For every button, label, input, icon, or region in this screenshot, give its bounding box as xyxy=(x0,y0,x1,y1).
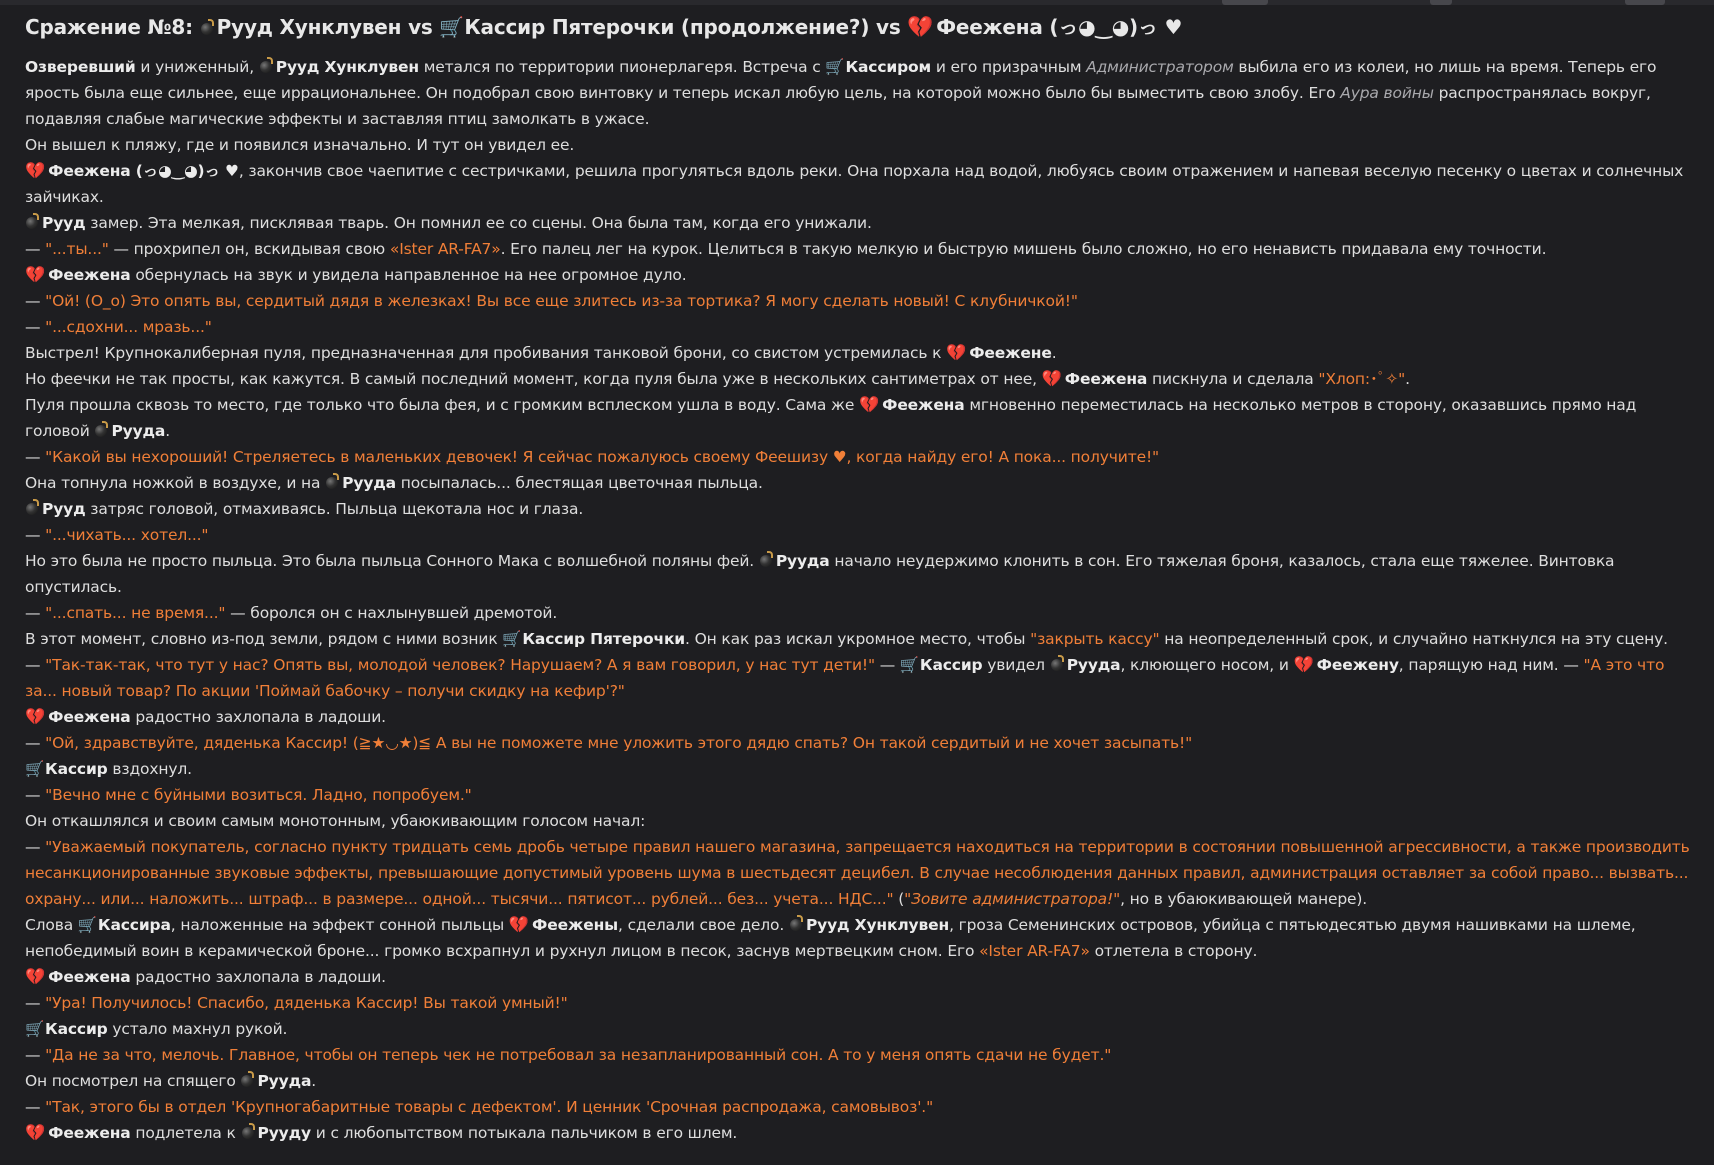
character-name: Кассир xyxy=(919,656,983,674)
dialogue-line: — "Так-так-так, что тут у нас? Опять вы, молодой человек? Нарушаем? А я вам говорил, у нас тут дети!" — 🛒Кассир увидел Рууда, клюющего носом, и 💔 Феежену, парящую над ним. — "А это что за... новый товар? По акции 'Поймай бабочку – получи скидку на кефир'?" xyxy=(25,652,1697,704)
toolbar-tab[interactable] xyxy=(1625,0,1665,5)
broken-heart-icon: 💔 xyxy=(25,1123,46,1142)
character-name: Феежены xyxy=(532,916,619,934)
quote: "А это что за... новый товар? По акции 'Поймай бабочку – получи скидку на кефир'?" xyxy=(25,656,1665,700)
paragraph: Слова 🛒Кассира, наложенные на эффект сонной пыльцы 💔 Феежены, сделали свое дело. Рууд Хунклувен, гроза Семенинских островов, убийца с пятьюдесятью двумя нашивками на шлеме, непобедимый воин в керамической броне... громко всхрапнул и рухнул лицом в песок, заснув мертвецким сном. Его «Ister AR-FA7» отлетела в сторону. xyxy=(25,912,1697,964)
character-name: Рууд xyxy=(42,214,86,232)
paragraph: 💔 Феежена (っ◕‿◕)っ ♥, закончив свое чаепитие с сестричками, решила прогуляться вдоль реки. Она порхала над водой, любуясь своим отражением и напевая веселую песенку о цветах и солнечных зайчиках. xyxy=(25,161,1684,206)
bomb-icon xyxy=(26,503,38,515)
character-name: Феежена xyxy=(48,1124,131,1142)
character-name: Кассир xyxy=(45,760,108,778)
paragraph: 🛒Кассир вздохнул. xyxy=(25,756,1697,782)
dialogue-line: — "Так, этого бы в отдел 'Крупногабаритные товары с дефектом'. И ценник 'Срочная распродажа, самовывоз'." xyxy=(25,1098,934,1116)
toolbar-tab[interactable] xyxy=(1430,0,1452,5)
character-name: Рууда xyxy=(111,422,166,440)
dialogue-line: — "Ура! Получилось! Спасибо, дяденька Кассир! Вы такой умный!" xyxy=(25,994,568,1012)
character-name: Феежене xyxy=(969,344,1052,362)
quote: "...ты..." xyxy=(45,240,109,258)
paragraph: Он посмотрел на спящего Рууда. xyxy=(25,1072,317,1090)
dialogue-line: — "Вечно мне с буйными возиться. Ладно, попробуем." xyxy=(25,786,472,804)
character-name: Феежена xyxy=(1064,370,1148,388)
character-name: Феежена xyxy=(48,708,131,726)
paragraph: Она топнула ножкой в воздухе, и на Рууда посыпалась... блестящая цветочная пыльца. xyxy=(25,474,763,492)
paragraph: Рууд затряс головой, отмахиваясь. Пыльца щекотала нос и глаза. xyxy=(25,496,1697,522)
paragraph: 🛒Кассир устало махнул рукой. xyxy=(25,1016,1697,1042)
broken-heart-icon: 💔 xyxy=(1293,655,1314,674)
broken-heart-icon: 💔 xyxy=(907,15,934,39)
top-toolbar-strip xyxy=(0,0,1714,5)
quote: "...спать... не время..." xyxy=(45,604,226,622)
character-name: Феежена (っ◕‿◕)っ ♥ xyxy=(48,162,239,180)
shopping-cart-icon: 🛒 xyxy=(825,58,845,76)
paragraph: 💔 Феежена подлетела к Рууду и с любопытством потыкала пальчиком в его шлем. xyxy=(25,1123,738,1142)
quote: "закрыть кассу" xyxy=(1030,630,1160,648)
quote: "Хлоп:･ﾟ✧" xyxy=(1318,370,1406,388)
broken-heart-icon: 💔 xyxy=(25,707,46,726)
character-name: Рууду xyxy=(257,1124,311,1142)
weapon-name: «Ister AR-FA7» xyxy=(979,942,1090,960)
quote: "Ой, здравствуйте, дяденька Кассир! (≧★◡★)≦ А вы не поможете мне уложить этого дядю спать? Он такой сердитый и не хочет засыпать!" xyxy=(45,734,1193,752)
character-name: Рууда xyxy=(1066,656,1121,674)
character-name: Феежена xyxy=(48,266,131,284)
quote: "...чихать... хотел..." xyxy=(45,526,209,544)
broken-heart-icon: 💔 xyxy=(25,161,46,180)
versus-label: vs xyxy=(408,15,433,39)
versus-label: vs xyxy=(876,15,901,39)
dialogue-line: — "Уважаемый покупатель, согласно пункту тридцать семь дробь четыре правил нашего магазина, запрещается находиться на территории в состоянии повышенной агрессивности, а также производить несанкционированные звуковые эффекты, превышающие допустимый уровень шума в шестьдесят децибел. В случае несоблюдения данных правил, администрация оставляет за собой право... вызвать... охрану... или... наложить... штраф... в размере... одной... тысячи... пятисот... рублей... без... учета... НДС..." ("Зовите администратора!", но в убаюкивающей манере). xyxy=(25,838,1690,908)
story-text xyxy=(25,54,1697,1146)
paragraph: В этот момент, словно из-под земли, рядом с ними возник 🛒Кассир Пятерочки. Он как раз искал укромное место, чтобы "закрыть кассу" на неопределенный срок, и случайно наткнулся на эту сцену. xyxy=(25,626,1697,652)
character-name: Рууда xyxy=(257,1072,312,1090)
toolbar-tab[interactable] xyxy=(1222,0,1268,5)
italic-term: Администратором xyxy=(1086,58,1234,76)
bomb-icon xyxy=(260,61,272,73)
bomb-icon xyxy=(241,1075,253,1087)
character-name: Феежена xyxy=(48,968,131,986)
paragraph: Пуля прошла сквозь то место, где только что была фея, и с громким всплеском ушла в воду. Сама же 💔 Феежена мгновенно переместилась на несколько метров в сторону, оказавшись прямо над головой Рууда. xyxy=(25,395,1637,440)
broken-heart-icon: 💔 xyxy=(25,967,46,986)
broken-heart-icon: 💔 xyxy=(946,343,967,362)
bomb-icon xyxy=(790,919,802,931)
paragraph: Выстрел! Крупнокалиберная пуля, предназначенная для пробивания танковой брони, со свистом устремилась к 💔 Феежене. xyxy=(25,343,1057,362)
shopping-cart-icon: 🛒 xyxy=(439,15,465,39)
message-content xyxy=(25,12,1697,1146)
quote: "Ой! (O_o) Это опять вы, сердитый дядя в железках! Вы все еще злитесь из-за тортика? Я могу сделать новый! С клубничкой!" xyxy=(45,292,1078,310)
bomb-icon xyxy=(201,23,213,35)
paragraph: Он откашлялся и своим самым монотонным, убаюкивающим голосом начал: xyxy=(25,812,646,830)
dialogue-line: — "Какой вы нехороший! Стреляетесь в маленьких девочек! Я сейчас пожалуюсь своему Феешизу ♥, когда найду его! А пока... получите!" xyxy=(25,448,1160,466)
character-name: Рууда xyxy=(775,552,830,570)
shopping-cart-icon: 🛒 xyxy=(25,760,45,778)
bomb-icon xyxy=(26,217,38,229)
paragraph: Но феечки не так просты, как кажутся. В самый последний момент, когда пуля была уже в нескольких сантиметрах от нее, 💔 Феежена пискнула и сделала "Хлоп:･ﾟ✧". xyxy=(25,369,1410,388)
character-name: Кассир xyxy=(45,1020,108,1038)
bomb-icon xyxy=(242,1127,254,1139)
quote: "Зовите администратора!" xyxy=(904,890,1121,908)
character-name: Рууда xyxy=(342,474,396,492)
quote: "Какой вы нехороший! Стреляетесь в маленьких девочек! Я сейчас пожалуюсь своему Феешизу ♥, когда найду его! А пока... получите!" xyxy=(45,448,1160,466)
broken-heart-icon: 💔 xyxy=(25,265,46,284)
broken-heart-icon: 💔 xyxy=(508,915,530,934)
dialogue-line: — "...спать... не время..." — боролся он с нахлынувшей дремотой. xyxy=(25,604,558,622)
paragraph: Рууд замер. Эта мелкая, писклявая тварь. Он помнил ее со сцены. Она была там, когда его унижали. xyxy=(25,210,1697,236)
character-name: Феежену xyxy=(1316,656,1399,674)
bomb-icon xyxy=(326,477,338,489)
character-name: Рууд xyxy=(42,500,86,518)
bomb-icon xyxy=(760,555,772,567)
dialogue-line: — "Да не за что, мелочь. Главное, чтобы он теперь чек не потребовал за незапланированный сон. А то у меня опять сдачи не будет." xyxy=(25,1046,1112,1064)
bomb-icon xyxy=(95,425,107,437)
fighter-3-name: Феежена (っ◕‿◕)っ ♥ xyxy=(936,15,1183,39)
shopping-cart-icon: 🛒 xyxy=(77,916,98,934)
dialogue-line: — "...чихать... хотел..." xyxy=(25,526,209,544)
paragraph: Он вышел к пляжу, где и появился изначально. И тут он увидел ее. xyxy=(25,136,575,154)
quote: "Так-так-так, что тут у нас? Опять вы, молодой человек? Нарушаем? А я вам говорил, у нас тут дети!" xyxy=(45,656,875,674)
quote: "Да не за что, мелочь. Главное, чтобы он теперь чек не потребовал за незапланированный сон. А то у меня опять сдачи не будет." xyxy=(45,1046,1112,1064)
broken-heart-icon: 💔 xyxy=(858,395,880,414)
paragraph: Озверевший и униженный, Рууд Хунклувен метался по территории пионерлагеря. Встреча с 🛒Кассиром и его призрачным Администратором выбила его из колеи, но лишь на время. Теперь его ярость была еще сильнее, еще иррациональнее. Он подобрал свою винтовку и теперь искал любую цель, на которой можно было бы выместить свою злобу. Его Аура войны распространялась вокруг, подавляя слабые магические эффекты и заставляя птиц замолкать в ужасе. xyxy=(25,54,1697,132)
character-name: Феежена xyxy=(882,396,965,414)
fighter-2-name: Кассир Пятерочки (продолжение?) xyxy=(464,15,870,39)
character-name: Кассир Пятерочки xyxy=(522,630,686,648)
bomb-icon xyxy=(1051,659,1063,671)
dialogue-line: — "...сдохни... мразь..." xyxy=(25,318,212,336)
paragraph: 💔 Феежена обернулась на звук и увидела направленное на нее огромное дуло. xyxy=(25,265,687,284)
character-name: Кассиром xyxy=(845,58,932,76)
paragraph: 💔 Феежена радостно захлопала в ладоши. xyxy=(25,707,386,726)
dialogue-line: — "Ой, здравствуйте, дяденька Кассир! (≧★◡★)≦ А вы не поможете мне уложить этого дядю спать? Он такой сердитый и не хочет засыпать!" xyxy=(25,734,1193,752)
dialogue-line: — "Ой! (O_o) Это опять вы, сердитый дядя в железках! Вы все еще злитесь из-за тортика? Я могу сделать новый! С клубничкой!" xyxy=(25,292,1078,310)
quote: "Так, этого бы в отдел 'Крупногабаритные товары с дефектом'. И ценник 'Срочная распродажа, самовывоз'." xyxy=(45,1098,934,1116)
quote: "Вечно мне с буйными возиться. Ладно, попробуем." xyxy=(45,786,472,804)
dialogue-line: — "...ты..." — прохрипел он, вскидывая свою «Ister AR-FA7». Его палец лег на курок. Целиться в такую мелкую и быструю мишень было сложно, но его ненависть придавала ему точности. xyxy=(25,240,1547,258)
shopping-cart-icon: 🛒 xyxy=(899,656,920,674)
paragraph: 💔 Феежена радостно захлопала в ладоши. xyxy=(25,967,386,986)
title-prefix: Сражение №8: xyxy=(25,15,193,39)
battle-title xyxy=(25,12,1697,42)
quote: "Уважаемый покупатель, согласно пункту тридцать семь дробь четыре правил нашего магазина, запрещается находиться на территории в состоянии повышенной агрессивности, а также производить несанкционированные звуковые эффекты, превышающие допустимый уровень шума в шестьдесят децибел. В случае несоблюдения данных правил, администрация оставляет за собой право... вызвать... охрану... или... наложить... штраф... в размере... одной... тысячи... пятисот... рублей... без... учета... НДС..." xyxy=(25,838,1690,908)
paragraph: Но это была не просто пыльца. Это была пыльца Сонного Мака с волшебной поляны фей. Рууда начало неудержимо клонить в сон. Его тяжелая броня, казалось, стала еще тяжелее. Винтовка опустилась. xyxy=(25,552,1615,596)
quote: "...сдохни... мразь..." xyxy=(45,318,212,336)
fighter-1-name: Рууд Хунклувен xyxy=(216,15,402,39)
character-name: Рууд Хунклувен xyxy=(805,916,950,934)
character-name: Рууд Хунклувен xyxy=(275,58,419,76)
quote: "Ура! Получилось! Спасибо, дяденька Кассир! Вы такой умный!" xyxy=(45,994,568,1012)
italic-term: Аура войны xyxy=(1340,84,1434,102)
broken-heart-icon: 💔 xyxy=(1041,369,1062,388)
shopping-cart-icon: 🛒 xyxy=(25,1020,45,1038)
weapon-name: «Ister AR-FA7» xyxy=(389,240,501,258)
shopping-cart-icon: 🛒 xyxy=(502,630,522,648)
character-name: Кассира xyxy=(97,916,171,934)
